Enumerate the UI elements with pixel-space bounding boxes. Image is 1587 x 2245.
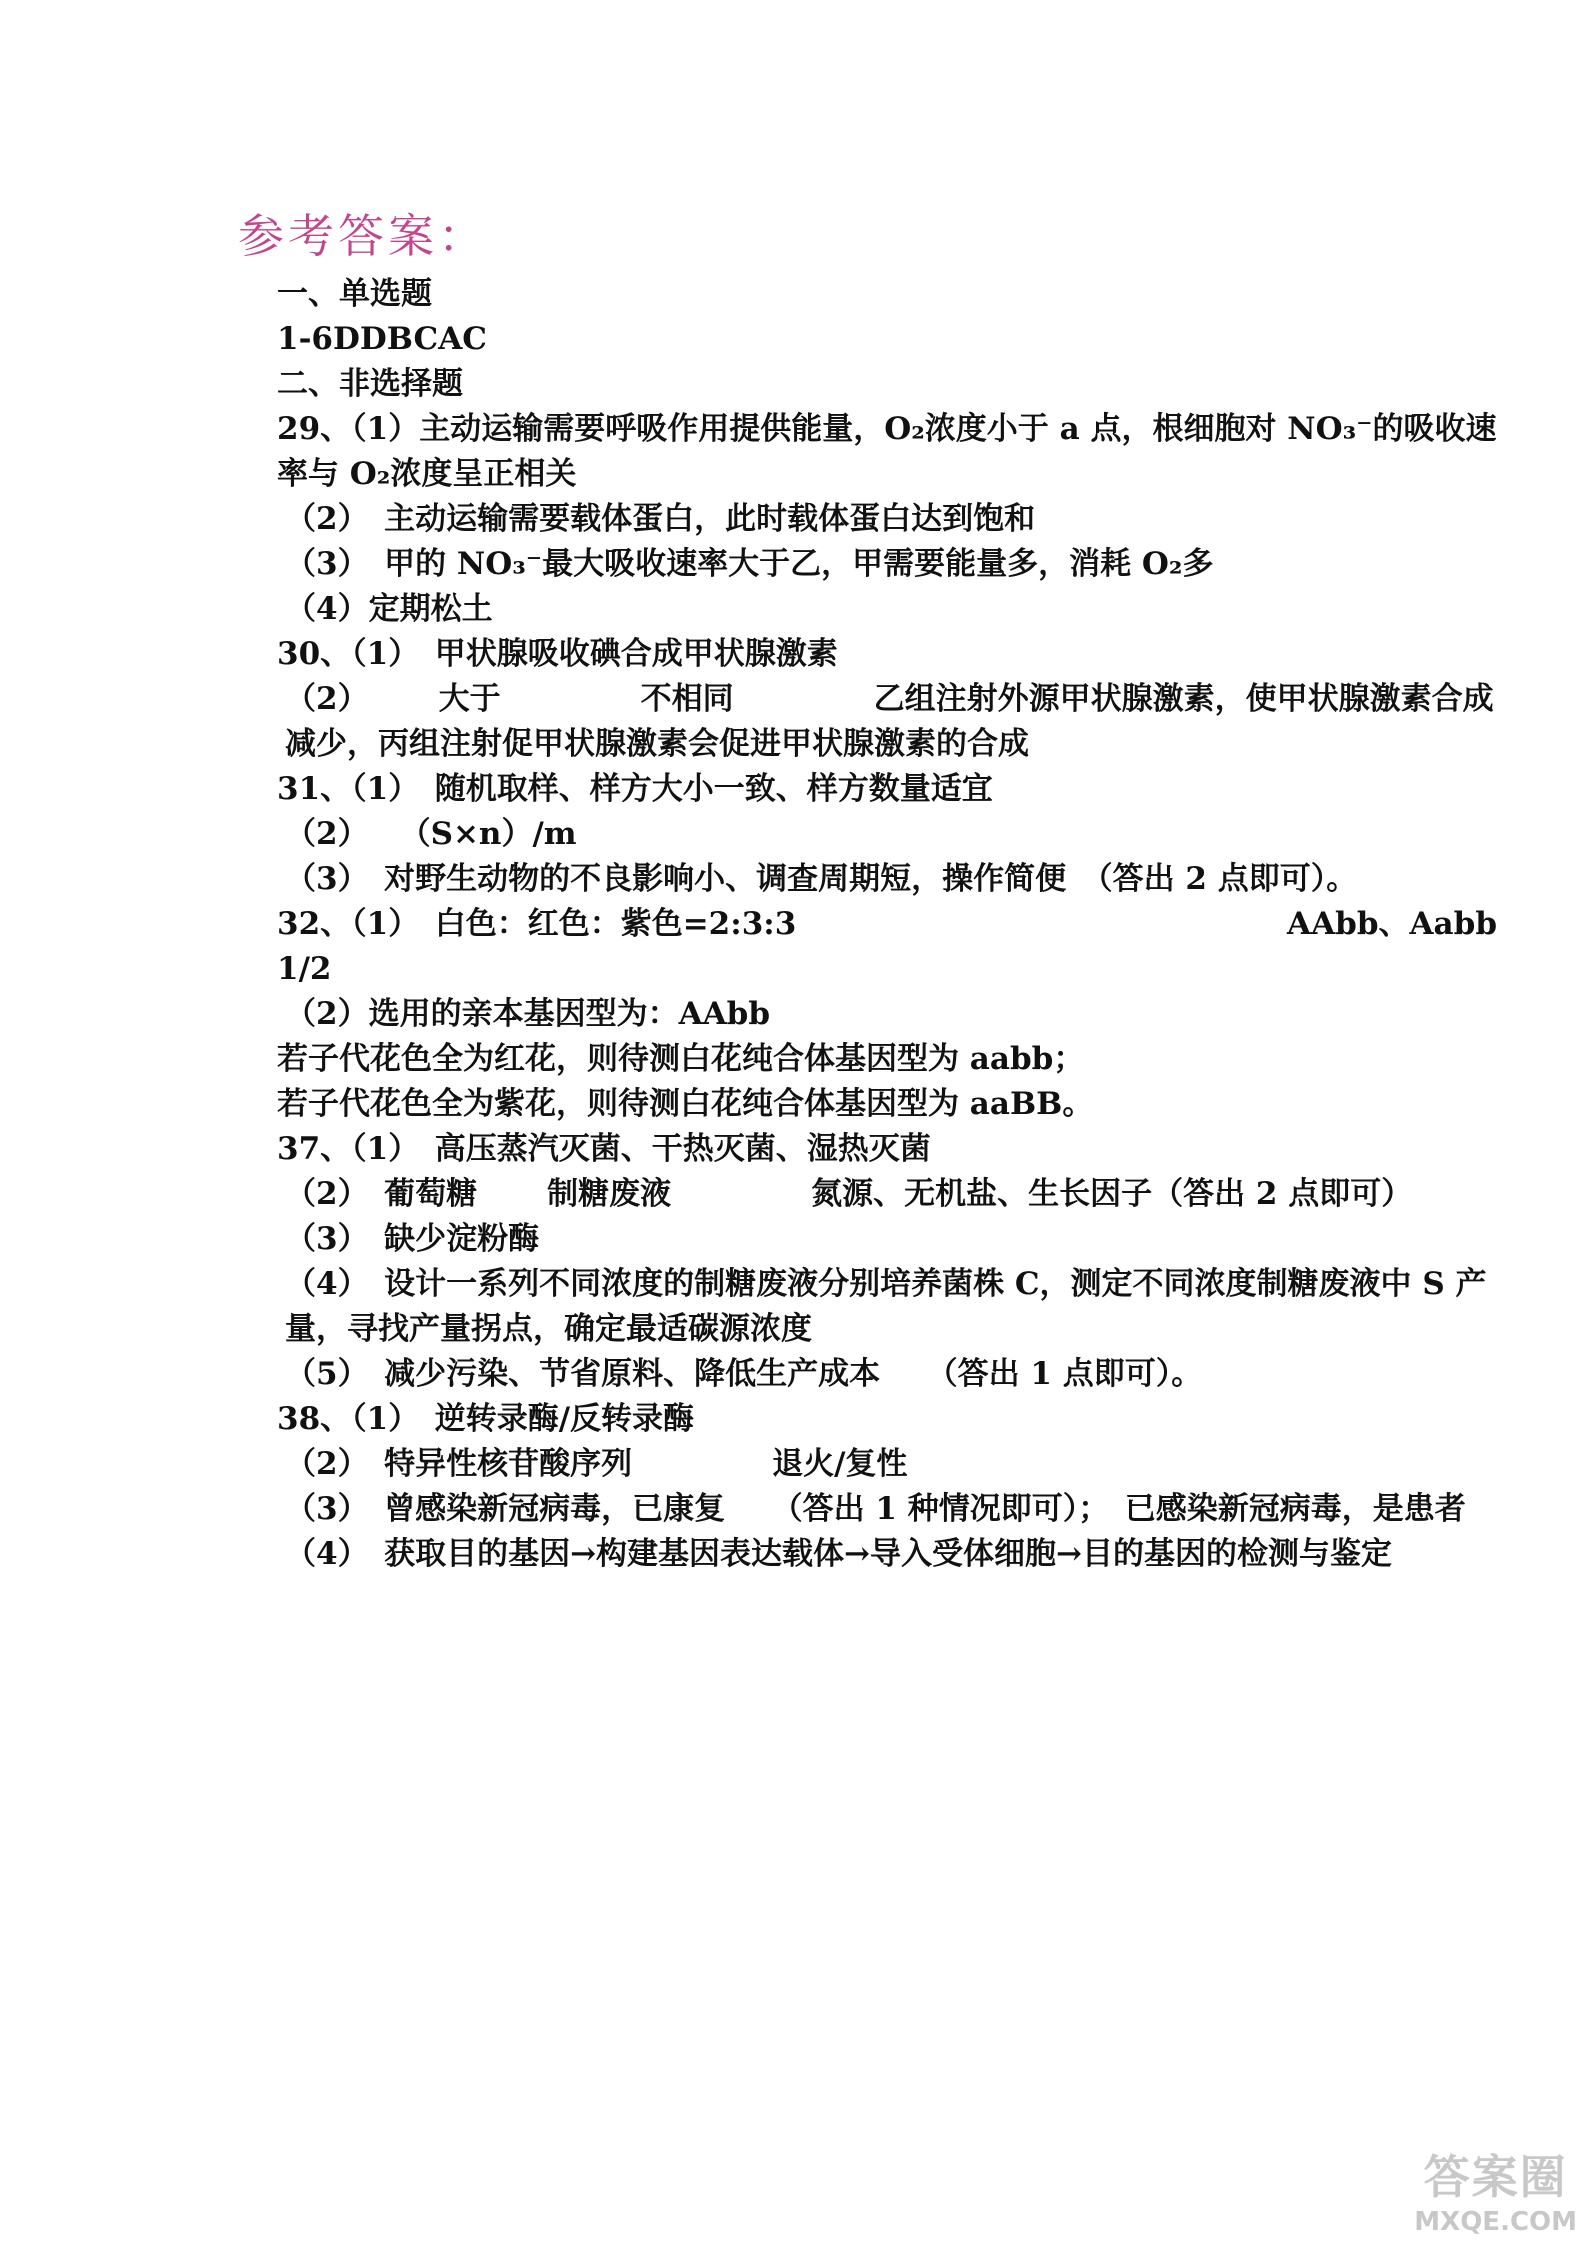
section-single-choice-heading: 一、单选题: [277, 276, 432, 312]
q32-case-red: 若子代花色全为红花，则待测白花纯合体基因型为 aabb；: [277, 1041, 1085, 1077]
q37-part5: （5） 减少污染、节省原料、降低生产成本 （答出 1 点即可）。: [285, 1356, 1203, 1392]
q32-genotypes: AAbb、Aabb: [1287, 906, 1497, 942]
q38-part3: （3） 曾感染新冠病毒，已康复 （答出 1 种情况即可）； 已感染新冠病毒，是患者: [285, 1491, 1466, 1527]
q31-part3: （3） 对野生动物的不良影响小、调查周期短，操作简便 （答出 2 点即可）。: [285, 861, 1358, 897]
q32-part2: （2）选用的亲本基因型为：AAbb: [285, 996, 771, 1032]
q30-answer-b: 不相同: [640, 681, 734, 717]
single-choice-answers: 1-6DDBCAC: [277, 321, 487, 357]
q37-part3: （3） 缺少淀粉酶: [285, 1221, 540, 1257]
q37-part4: （4） 设计一系列不同浓度的制糖废液分别培养菌株 C，测定不同浓度制糖废液中 S 产量，寻找产量拐点，确定最适碳源浓度: [285, 1266, 1487, 1347]
q30-answer-c: 乙组注射外源甲状腺激素，使甲状腺激素合成减少，丙组注射促甲状腺激素会促进甲状腺激素的合成: [285, 681, 1494, 762]
section-non-choice-heading: 二、非选择题: [277, 366, 463, 402]
page-title: 参考答案：: [238, 209, 488, 263]
q30-answer-a: 大于: [438, 681, 501, 717]
q38-answer-b: 退火/复性: [772, 1446, 908, 1482]
q29-part3: （3） 甲的 NO₃⁻最大吸收速率大于乙，甲需要能量多，消耗 O₂多: [285, 546, 1214, 582]
q38-part2: [277, 1442, 1497, 1487]
q29-part4: （4）定期松土: [285, 591, 493, 627]
q38-part1: 38、（1） 逆转录酶/反转录酶: [277, 1401, 695, 1437]
q38-part4: （4） 获取目的基因→构建基因表达载体→导入受体细胞→目的基因的检测与鉴定: [285, 1536, 1392, 1572]
q37-answer-b: 制糖废液: [547, 1176, 672, 1212]
q30-part2-label: （2）: [285, 681, 369, 717]
q30-part1: 30、（1） 甲状腺吸收碘合成甲状腺激素: [277, 636, 838, 672]
q37-part1: 37、（1） 高压蒸汽灭菌、干热灭菌、湿热灭菌: [277, 1131, 931, 1167]
q31-part2: （2） （S×n）/m: [285, 816, 577, 852]
watermark: [1414, 2141, 1577, 2237]
q32-ratio: 32、（1） 白色：红色：紫色=2:3:3: [277, 906, 797, 942]
q32-fraction: 1/2: [277, 951, 332, 987]
answer-body: [277, 272, 1497, 1577]
q29-part2: （2） 主动运输需要载体蛋白，此时载体蛋白达到饱和: [285, 501, 1036, 537]
q37-part2: [277, 1172, 1497, 1217]
q38-answer-a: （2） 特异性核苷酸序列: [285, 1446, 633, 1482]
q32-case-purple: 若子代花色全为紫花，则待测白花纯合体基因型为 aaBB。: [277, 1086, 1094, 1122]
q30-part2: [277, 677, 1497, 767]
q37-answer-a: （2） 葡萄糖: [285, 1176, 478, 1212]
q32-part1: [277, 902, 1497, 947]
watermark-logo: 答案圈: [1423, 2150, 1568, 2204]
q31-part1: 31、（1） 随机取样、样方大小一致、样方数量适宜: [277, 771, 993, 807]
watermark-url: MXQE.COM: [1414, 2207, 1577, 2237]
q37-answer-c: 氮源、无机盐、生长因子（答出 2 点即可）: [811, 1176, 1413, 1212]
q29-part1: 29、（1）主动运输需要呼吸作用提供能量，O₂浓度小于 a 点，根细胞对 NO₃⁻的吸收速率与 O₂浓度呈正相关: [277, 411, 1497, 492]
